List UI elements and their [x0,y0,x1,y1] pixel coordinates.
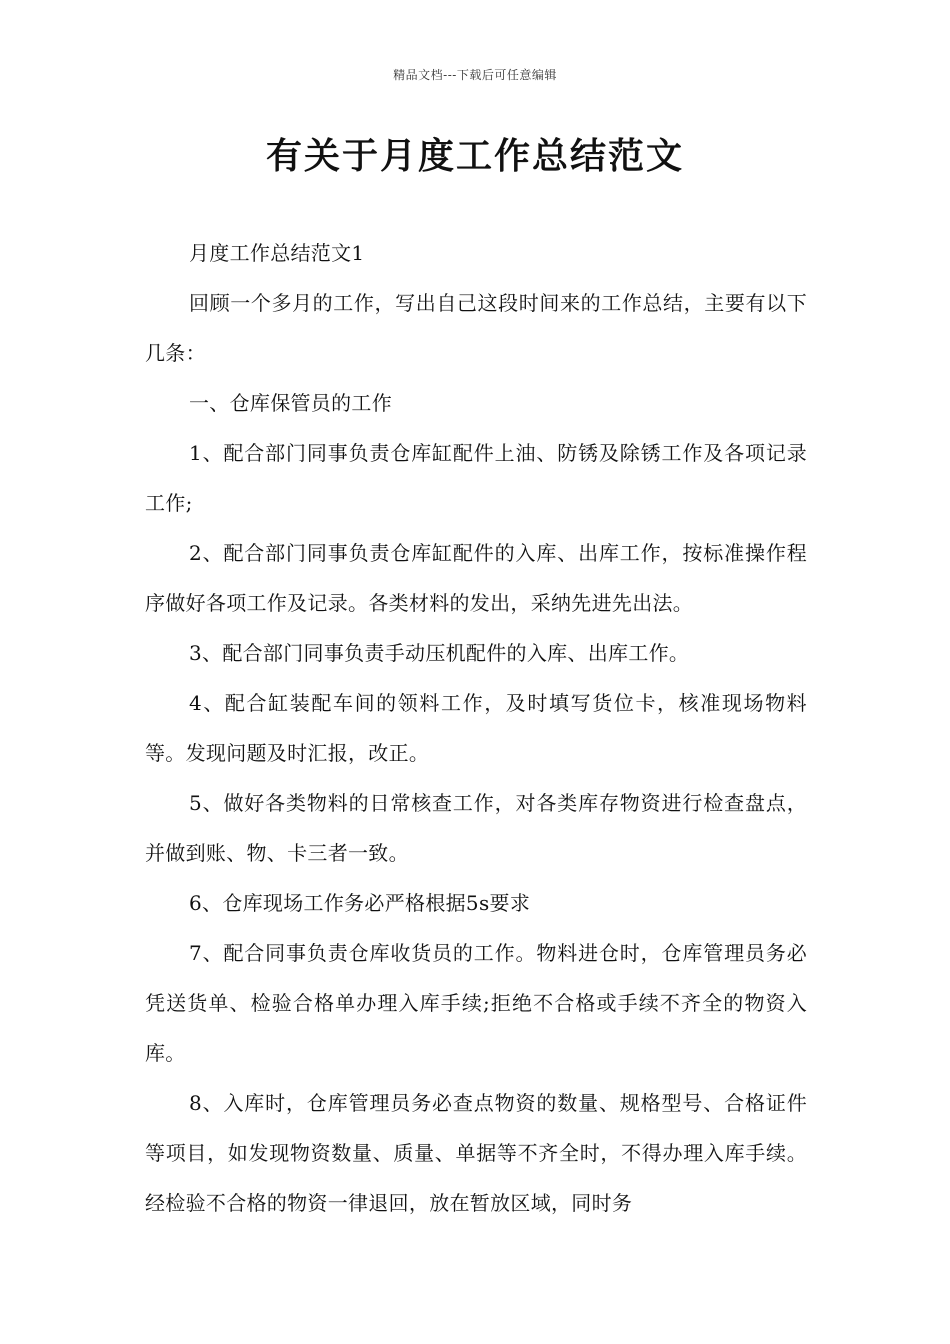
list-item-2: 2、配合部门同事负责仓库缸配件的入库、出库工作，按标准操作程序做好各项工作及记录。各类材料的发出，采纳先进先出法。 [145,541,807,615]
list-item-1: 1、配合部门同事负责仓库缸配件上油、防锈及除锈工作及各项记录工作; [145,441,807,515]
section-heading: 月度工作总结范文1 [189,241,365,265]
paragraph-intro: 回顾一个多月的工作，写出自己这段时间来的工作总结，主要有以下几条： [145,291,807,365]
header-note: 精品文档---下载后可任意编辑 [393,68,557,82]
list-item-5: 5、做好各类物料的日常核查工作，对各类库存物资进行检查盘点，并做到账、物、卡三者一致。 [145,791,807,865]
list-item-3: 3、配合部门同事负责手动压机配件的入库、出库工作。 [189,641,690,665]
list-item-4: 4、配合缸装配车间的领料工作，及时填写货位卡，核准现场物料等。发现问题及时汇报，改正。 [145,691,807,765]
document-body [145,228,807,1228]
list-item-6: 6、仓库现场工作务必严格根据5s要求 [189,891,531,915]
subsection-heading: 一、仓库保管员的工作 [189,391,392,415]
list-item-7: 7、配合同事负责仓库收货员的工作。物料进仓时，仓库管理员务必凭送货单、检验合格单办理入库手续;拒绝不合格或手续不齐全的物资入库。 [145,941,807,1065]
list-item-8: 8、入库时，仓库管理员务必查点物资的数量、规格型号、合格证件等项目，如发现物资数量、质量、单据等不齐全时，不得办理入库手续。经检验不合格的物资一律退回，放在暂放区域，同时务 [145,1091,807,1215]
document-title: 有关于月度工作总结范文 [265,136,684,177]
